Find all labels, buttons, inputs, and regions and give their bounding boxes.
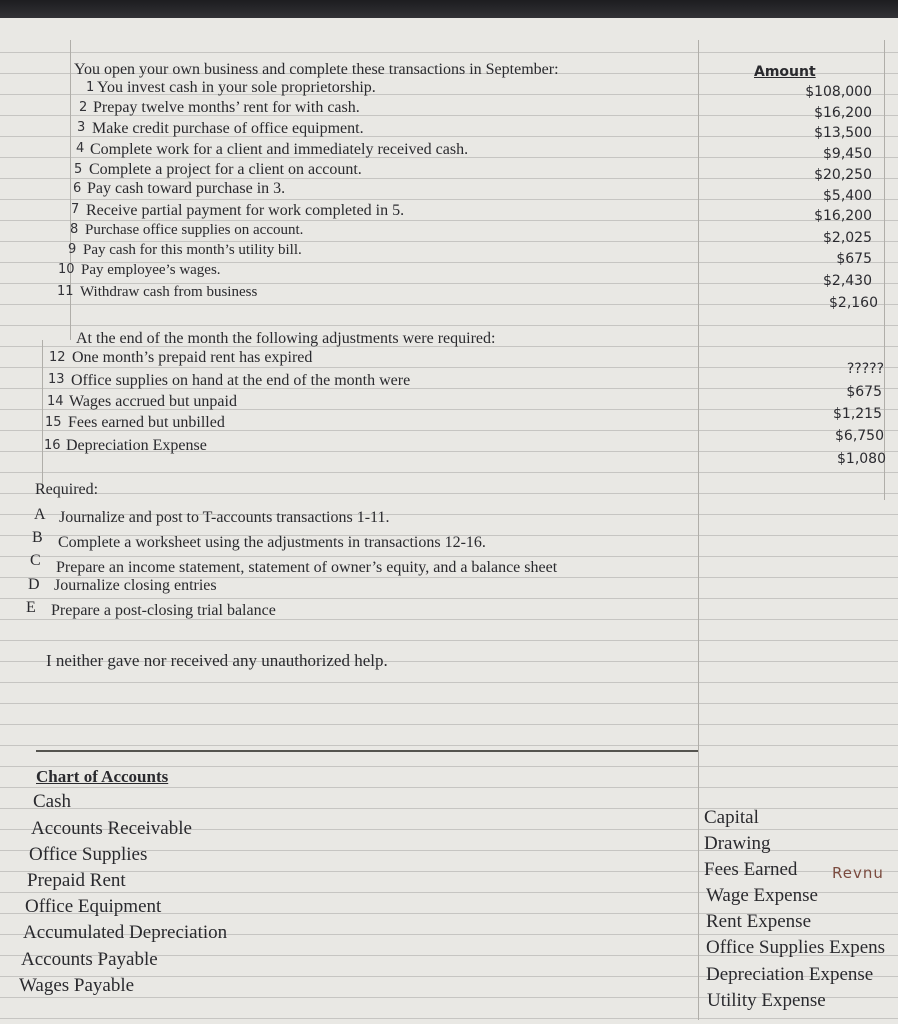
item-amount: $2,430 xyxy=(823,273,872,289)
item-number: 11 xyxy=(57,284,74,299)
item-letter: B xyxy=(32,529,43,546)
item-amount: $5,400 xyxy=(823,188,872,204)
item-text: Prepare an income statement, statement of owner’s equity, and a balance sheet xyxy=(56,559,558,576)
column-divider xyxy=(698,40,699,1020)
item-amount: $9,450 xyxy=(823,146,872,162)
item-letter: D xyxy=(28,576,40,593)
item-amount: $13,500 xyxy=(814,125,872,141)
list-item: Wages Payable xyxy=(19,975,135,996)
list-item: Drawing xyxy=(704,833,771,854)
column-divider xyxy=(884,40,885,500)
item-amount: $2,025 xyxy=(823,230,872,246)
item-amount: $6,750 xyxy=(835,428,884,444)
column-divider xyxy=(42,340,43,490)
amount-header: Amount xyxy=(754,64,816,80)
item-text: Fees earned but unbilled xyxy=(68,414,225,431)
item-text: Complete a project for a client on account. xyxy=(89,161,362,178)
item-number: 8 xyxy=(70,222,79,237)
item-number: 6 xyxy=(73,181,82,196)
list-item: Wage Expense xyxy=(706,885,818,906)
item-letter: C xyxy=(30,552,41,569)
item-text: Prepare a post-closing trial balance xyxy=(51,602,276,619)
item-number: 16 xyxy=(44,438,61,453)
item-number: 4 xyxy=(76,141,85,156)
item-amount: $20,250 xyxy=(814,167,872,183)
handwritten-note: Revnu xyxy=(832,864,884,882)
item-number: 9 xyxy=(68,242,77,257)
list-item: Utility Expense xyxy=(707,990,826,1011)
intro-text: You open your own business and complete these transactions in September: xyxy=(74,61,559,78)
item-amount: $16,200 xyxy=(814,105,872,121)
worksheet-paper xyxy=(0,18,898,1024)
item-number: 2 xyxy=(79,100,88,115)
item-number: 5 xyxy=(74,162,83,177)
list-item: Accumulated Depreciation xyxy=(23,922,228,943)
item-text: Journalize and post to T-accounts transactions 1-11. xyxy=(59,509,390,526)
list-item: Office Supplies Expens xyxy=(706,937,886,958)
item-amount: $1,215 xyxy=(833,406,882,422)
list-item: Accounts Receivable xyxy=(31,818,192,839)
item-text: You invest cash in your sole proprietorship. xyxy=(97,79,376,96)
item-text: One month’s prepaid rent has expired xyxy=(72,349,313,366)
item-text: Wages accrued but unpaid xyxy=(69,393,237,410)
list-item: Depreciation Expense xyxy=(706,964,874,985)
item-text: Make credit purchase of office equipment. xyxy=(92,120,364,137)
section-rule xyxy=(36,750,698,752)
item-text: Pay cash for this month’s utility bill. xyxy=(83,242,302,258)
item-text: Journalize closing entries xyxy=(54,577,217,594)
list-item: Accounts Payable xyxy=(21,949,158,970)
list-item: Office Supplies xyxy=(29,844,148,865)
item-amount: $675 xyxy=(836,251,872,267)
item-amount: ????? xyxy=(846,361,884,377)
required-label: Required: xyxy=(35,481,99,498)
list-item: Fees Earned xyxy=(704,859,798,880)
item-number: 14 xyxy=(47,394,64,409)
item-amount: $108,000 xyxy=(805,84,872,100)
honor-statement: I neither gave nor received any unauthorized help. xyxy=(46,651,388,670)
item-text: Pay employee’s wages. xyxy=(81,262,221,278)
item-amount: $2,160 xyxy=(829,295,878,311)
list-item: Capital xyxy=(704,807,759,828)
item-number: 15 xyxy=(45,415,62,430)
item-text: Complete work for a client and immediately received cash. xyxy=(90,141,469,158)
item-amount: $1,080 xyxy=(837,451,886,467)
adjustments-intro: At the end of the month the following adjustments were required: xyxy=(76,330,496,347)
list-item: Prepaid Rent xyxy=(27,870,126,891)
item-number: 1 xyxy=(86,80,95,95)
item-text: Receive partial payment for work completed in 5. xyxy=(86,202,405,219)
list-item: Rent Expense xyxy=(706,911,812,932)
item-text: Office supplies on hand at the end of the month were xyxy=(71,372,411,389)
item-letter: E xyxy=(26,599,36,616)
item-text: Withdraw cash from business xyxy=(80,284,258,300)
chart-of-accounts-title: Chart of Accounts xyxy=(36,767,169,786)
item-text: Purchase office supplies on account. xyxy=(85,222,304,238)
item-number: 10 xyxy=(58,262,75,277)
item-number: 13 xyxy=(48,372,65,387)
item-text: Pay cash toward purchase in 3. xyxy=(87,180,286,197)
item-amount: $16,200 xyxy=(814,208,872,224)
item-amount: $675 xyxy=(846,384,882,400)
list-item: Office Equipment xyxy=(25,896,162,917)
item-number: 7 xyxy=(71,202,80,217)
item-number: 3 xyxy=(77,120,86,135)
item-text: Depreciation Expense xyxy=(66,437,207,454)
list-item: Cash xyxy=(33,791,71,812)
item-number: 12 xyxy=(49,350,66,365)
item-letter: A xyxy=(34,506,46,523)
item-text: Prepay twelve months’ rent for with cash. xyxy=(93,99,360,116)
item-text: Complete a worksheet using the adjustments in transactions 12-16. xyxy=(58,534,486,551)
